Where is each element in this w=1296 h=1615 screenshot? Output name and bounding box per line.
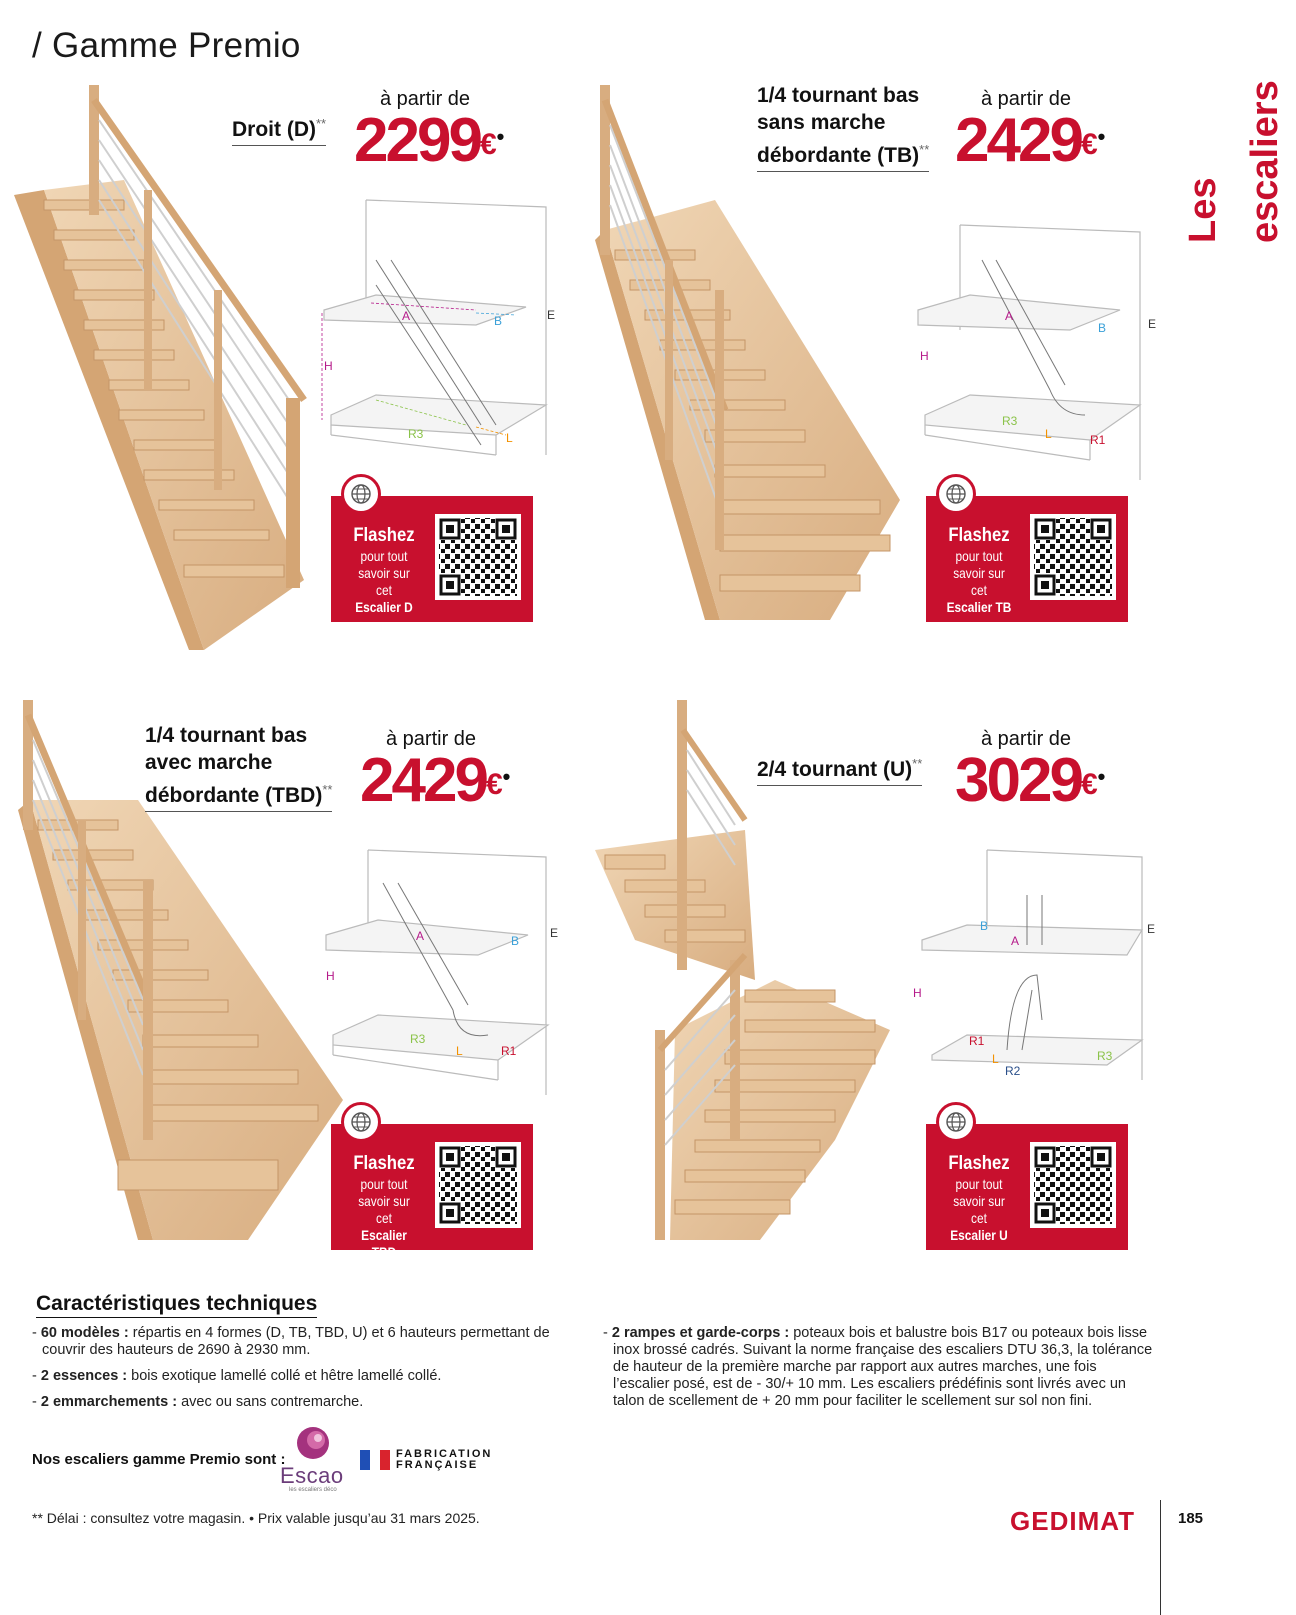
label-r3: R3	[408, 427, 424, 441]
label-r1: R1	[501, 1044, 517, 1058]
qr-code[interactable]	[435, 1142, 521, 1228]
qr-line2: savoir sur cet	[358, 565, 410, 598]
product-tb	[595, 80, 1195, 670]
dimension-diagram	[907, 845, 1157, 1095]
label-h: H	[913, 986, 922, 1000]
label-e: E	[1147, 922, 1156, 936]
price-from-label: à partir de	[386, 728, 477, 750]
globe-icon	[341, 1102, 381, 1142]
qr-card[interactable]	[331, 1124, 533, 1260]
globe-icon	[341, 474, 381, 514]
label-r3: R3	[1002, 414, 1018, 428]
label-e: E	[550, 926, 559, 940]
qr-line2: savoir sur cet	[358, 1193, 410, 1226]
qr-line1: pour tout	[955, 1176, 1003, 1192]
tech-title: Caractéristiques techniques	[36, 1292, 317, 1318]
qr-line1: pour tout	[955, 548, 1003, 564]
qr-target: Escalier D	[355, 599, 413, 615]
label-e: E	[547, 308, 556, 322]
label-a: A	[402, 309, 411, 323]
qr-line1: pour tout	[360, 1176, 408, 1192]
label-r1: R1	[1090, 433, 1106, 447]
section-title: Les escaliers	[1182, 80, 1286, 243]
tech-item: - 2 rampes et garde-corps : poteaux bois et balustre bois B17 ou poteaux bois lisse inox brossé cadrés. Suivant la norme française des escaliers DTU 36,3, la tolérance de hauteur de la première marche par rapport aux autres marches, une fois l’escalier posé, est de - 30/+ 10 mm. Les escaliers prédéfinis sont livrés avec un talon de scellement de + 20 mm pour faciliter le scellement sur sol non fini.	[603, 1325, 1153, 1409]
label-l: L	[506, 431, 513, 445]
escao-tagline: les escaliers déco	[289, 1487, 337, 1493]
dimension-diagram	[318, 845, 558, 1125]
label-l: L	[456, 1044, 463, 1058]
price: 2299€•	[354, 106, 505, 175]
made-in-france-label: FABRICATION FRANÇAISE	[396, 1448, 493, 1471]
dimension-diagram	[316, 195, 556, 475]
label-h: H	[326, 969, 335, 983]
brand-intro: Nos escaliers gamme Premio sont :	[32, 1451, 286, 1468]
label-b: B	[980, 919, 989, 933]
price: 3029€•	[955, 746, 1106, 815]
price-from-label: à partir de	[981, 88, 1072, 110]
label-a: A	[1011, 934, 1020, 948]
product-u	[595, 700, 1195, 1290]
label-r3: R3	[410, 1032, 426, 1046]
label-r3: R3	[1097, 1049, 1113, 1063]
label-h: H	[324, 359, 333, 373]
qr-line1: pour tout	[360, 548, 408, 564]
qr-flash: Flashez	[353, 1153, 415, 1174]
page-divider	[1160, 1500, 1161, 1615]
qr-card[interactable]	[926, 1124, 1128, 1250]
tech-item: - 2 essences : bois exotique lamellé collé et hêtre lamellé collé.	[32, 1368, 442, 1384]
tech-item: - 60 modèles : répartis en 4 formes (D, TB, TBD, U) et 6 hauteurs permettant de couvrir des hauteurs de 2690 à 2930 mm.	[32, 1325, 550, 1358]
globe-icon	[936, 1102, 976, 1142]
qr-code[interactable]	[435, 514, 521, 600]
qr-target: Escalier U	[950, 1227, 1008, 1243]
qr-card[interactable]	[331, 496, 533, 622]
footnote: ** Délai : consultez votre magasin. • Prix valable jusqu’au 31 mars 2025.	[32, 1510, 480, 1526]
label-a: A	[1005, 309, 1014, 323]
price-from-label: à partir de	[981, 728, 1072, 750]
label-r2: R2	[1005, 1064, 1021, 1078]
qr-target: Escalier TB	[946, 599, 1012, 615]
price-from-label: à partir de	[380, 88, 471, 110]
product-name: 1/4 tournant bas avec marche débordante (TBD)**	[145, 722, 332, 812]
french-flag-icon	[360, 1450, 390, 1475]
qr-flash: Flashez	[353, 525, 415, 546]
dimension-diagram	[910, 220, 1157, 500]
label-h: H	[920, 349, 929, 363]
straight-stair-image	[14, 80, 324, 650]
price: 2429€•	[955, 106, 1106, 175]
label-l: L	[992, 1052, 999, 1066]
qr-target: Escalier TBD	[361, 1227, 407, 1260]
product-name: Droit (D)**	[232, 110, 326, 146]
qr-code[interactable]	[1030, 514, 1116, 600]
product-name: 2/4 tournant (U)**	[757, 750, 922, 786]
tech-column-left	[32, 1325, 572, 1420]
escao-logo-icon	[296, 1426, 330, 1465]
product-droit	[0, 80, 600, 670]
label-e: E	[1148, 317, 1157, 331]
gedimat-logo: GEDIMAT	[1010, 1506, 1135, 1536]
label-r1: R1	[969, 1034, 985, 1048]
qr-code[interactable]	[1030, 1142, 1116, 1228]
label-a: A	[416, 929, 425, 943]
tech-item: - 2 emmarchements : avec ou sans contremarche.	[32, 1394, 364, 1410]
page-title: / Gamme Premio	[32, 26, 301, 65]
globe-icon	[936, 474, 976, 514]
tech-column-right	[603, 1325, 1155, 1419]
qr-line2: savoir sur cet	[953, 1193, 1005, 1226]
label-l: L	[1045, 427, 1052, 441]
product-name: 1/4 tournant bas sans marche débordante (TB)**	[757, 82, 929, 172]
label-b: B	[511, 934, 520, 948]
product-tbd	[0, 700, 600, 1290]
escao-logo: Escao	[280, 1463, 344, 1488]
page-number: 185	[1178, 1510, 1204, 1527]
qr-flash: Flashez	[948, 525, 1010, 546]
price: 2429€•	[360, 746, 511, 815]
qr-card[interactable]	[926, 496, 1128, 622]
qr-line2: savoir sur cet	[953, 565, 1005, 598]
label-b: B	[494, 314, 503, 328]
qr-flash: Flashez	[948, 1153, 1010, 1174]
label-b: B	[1098, 321, 1107, 335]
